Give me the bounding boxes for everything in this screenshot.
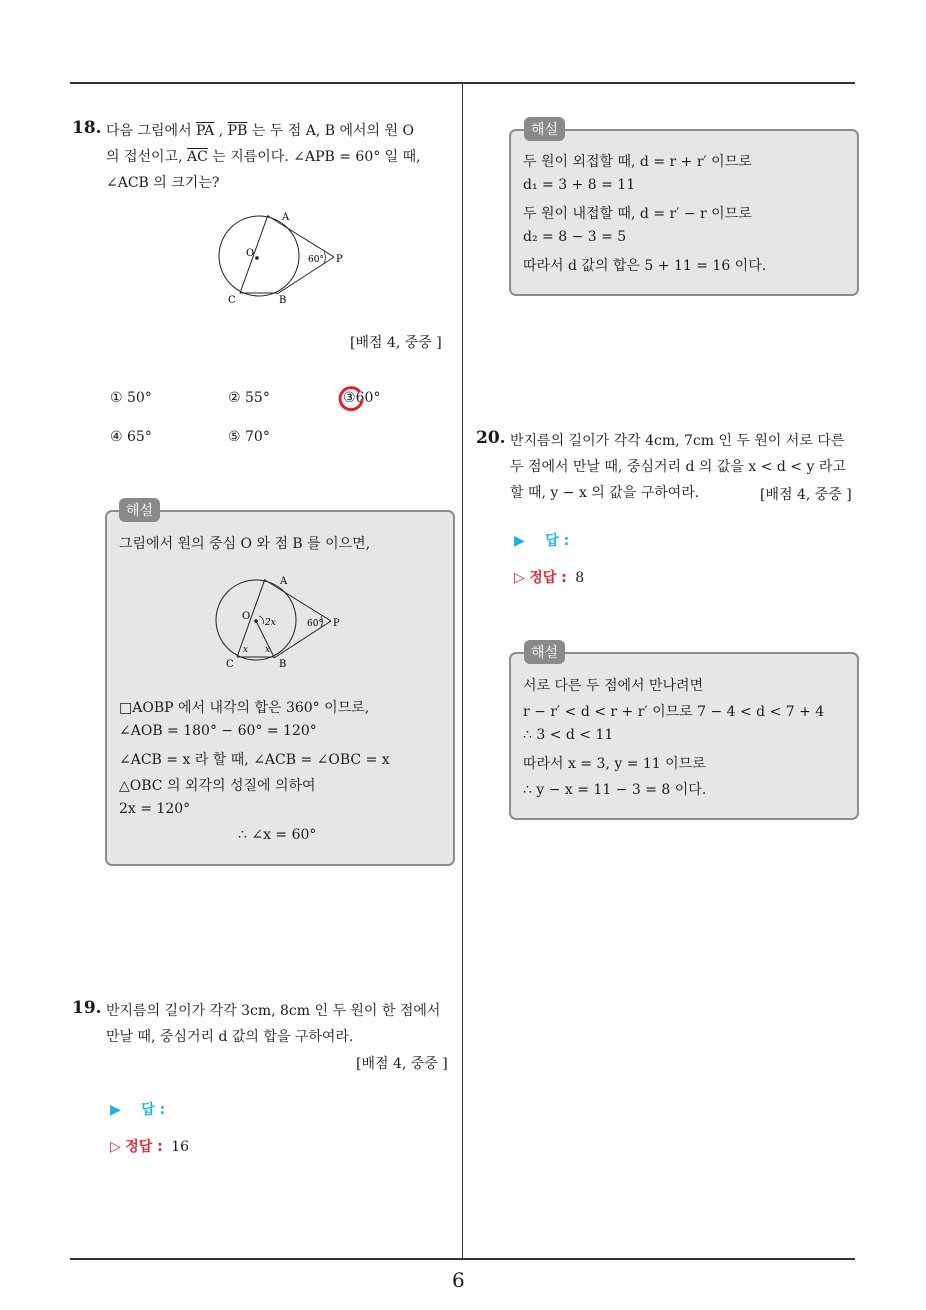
fig-label-b: B: [279, 295, 287, 306]
sol-fig-label-o: O: [242, 611, 251, 622]
sol-fig-label-c: C: [226, 659, 234, 670]
q18-sol-line-6: 2x = 120°: [119, 801, 191, 817]
q18-solution-tag: 해설: [119, 498, 160, 522]
q19-answer-row[interactable]: [110, 1099, 165, 1119]
selected-answer-circle-icon: [336, 384, 366, 414]
q20-correct-row: [514, 567, 584, 587]
page-number: 6: [452, 1268, 465, 1292]
q20-score: [배점 4, 중중 ]: [760, 487, 852, 503]
fig-angle-label: 60°: [308, 255, 324, 265]
q18-sol-line-3: ∠AOB = 180° − 60° = 120°: [119, 723, 317, 739]
q20-line3: 할 때, y − x 의 값을 구하여라.: [510, 485, 700, 501]
column-divider: [462, 84, 463, 1259]
q20-line1: 반지름의 길이가 각각 4cm, 7cm 인 두 원이 서로 다른: [510, 433, 845, 449]
choice-3-number: ③: [343, 390, 356, 406]
q18-choice-2[interactable]: ② 55°: [228, 390, 270, 406]
q20-number: 20.: [476, 428, 506, 448]
q19-answer-label: 답 :: [141, 1102, 166, 1118]
q20-solution-tag: 해설: [524, 640, 565, 664]
q19-sol-line-2: d₁ = 3 + 8 = 11: [523, 177, 636, 193]
q19-answer-triangle-icon: ▶: [110, 1102, 121, 1118]
q19-number: 19.: [72, 998, 102, 1018]
q18-choice-1[interactable]: ① 50°: [110, 390, 152, 406]
q18-sol-line-1: 그림에서 원의 중심 O 와 점 B 를 이으면,: [119, 536, 371, 552]
sol-fig-two-x: 2x: [265, 618, 276, 628]
q18-sol-line-7: ∴ ∠x = 60°: [238, 827, 317, 843]
q20-sol-line-5: ∴ y − x = 11 − 3 = 8 이다.: [523, 782, 707, 798]
q18-figure: [210, 208, 360, 308]
sol-fig-x2: x: [265, 645, 271, 655]
q19-line1: 반지름의 길이가 각각 3cm, 8cm 인 두 원이 한 점에서: [106, 1003, 441, 1019]
q20-answer-label: 답 :: [545, 533, 570, 549]
q18-line3: ∠ACB 의 크기는?: [106, 175, 220, 191]
q18-solution-figure: [206, 572, 356, 672]
q18-sol-line-5: △OBC 의 외각의 성질에 의하여: [119, 778, 316, 794]
q18-line2: 의 접선이고, $\overline{AC}$ 는 지름이다. ∠APB = 60° 일 때,: [106, 149, 421, 165]
segment-ac: $\overline{AC}$: [186, 149, 208, 165]
q19-sol-line-1: 두 원이 외접할 때, d = r + r′ 이므로: [523, 154, 752, 170]
sol-fig-label-b: B: [279, 659, 287, 670]
q19-solution-tag: 해설: [524, 117, 565, 141]
q20-sol-line-3: ∴ 3 < d < 11: [523, 727, 614, 743]
q20-sol-line-1: 서로 다른 두 점에서 만나려면: [523, 678, 704, 694]
fig-label-c: C: [228, 295, 236, 306]
q20-correct-triangle-icon: ▷: [514, 570, 525, 586]
q20-sol-line-2: r − r′ < d < r + r′ 이므로 7 − 4 < d < 7 + 4: [523, 704, 825, 720]
q20-correct-value: 8: [575, 570, 585, 586]
q19-correct-row: [110, 1136, 189, 1156]
q19-correct-value: 16: [171, 1139, 190, 1155]
q19-sol-line-5: 따라서 d 값의 합은 5 + 11 = 16 이다.: [523, 258, 767, 274]
choice-3-value: 60°: [355, 390, 381, 406]
q20-sol-line-4: 따라서 x = 3, y = 11 이므로: [523, 756, 706, 772]
sol-fig-angle-label: 60°: [307, 619, 323, 629]
q18-sol-line-2: □AOBP 에서 내각의 합은 360° 이므로,: [119, 700, 370, 716]
sol-fig-label-p: P: [333, 618, 340, 629]
q18-line1: 다음 그림에서 $\overline{PA}$ , $\overline{PB}$ 는 두 점 A, B 에서의 원 O: [106, 123, 414, 139]
sol-fig-label-a: A: [280, 576, 288, 587]
q18-sol-line-4: ∠ACB = x 라 할 때, ∠ACB = ∠OBC = x: [119, 752, 390, 768]
q19-line2: 만날 때, 중심거리 d 값의 합을 구하여라.: [106, 1029, 354, 1045]
sol-fig-x1: x: [243, 645, 249, 655]
q19-sol-line-4: d₂ = 8 − 3 = 5: [523, 229, 627, 245]
q20-correct-label: 정답 :: [529, 570, 567, 586]
q19-score: [배점 4, 중중 ]: [356, 1056, 448, 1072]
segment-pa: $\overline{PA}$: [196, 123, 215, 139]
fig-label-a: A: [282, 212, 290, 223]
fig-label-o: O: [246, 248, 255, 259]
q18-choice-5[interactable]: ⑤ 70°: [228, 429, 270, 445]
q19-correct-triangle-icon: ▷: [110, 1139, 121, 1155]
fig-label-p: P: [336, 254, 343, 265]
q18-number: 18.: [72, 118, 102, 138]
q18-score: [배점 4, 중중 ]: [350, 335, 442, 351]
q20-line2: 두 점에서 만날 때, 중심거리 d 의 값을 x < d < y 라고: [510, 459, 846, 475]
q20-answer-triangle-icon: ▶: [514, 533, 525, 549]
segment-pb: $\overline{PB}$: [227, 123, 248, 139]
q20-answer-row[interactable]: [514, 530, 569, 550]
q19-correct-label: 정답 :: [125, 1139, 163, 1155]
q19-sol-line-3: 두 원이 내접할 때, d = r′ − r 이므로: [523, 206, 752, 222]
q18-choice-4[interactable]: ④ 65°: [110, 429, 152, 445]
